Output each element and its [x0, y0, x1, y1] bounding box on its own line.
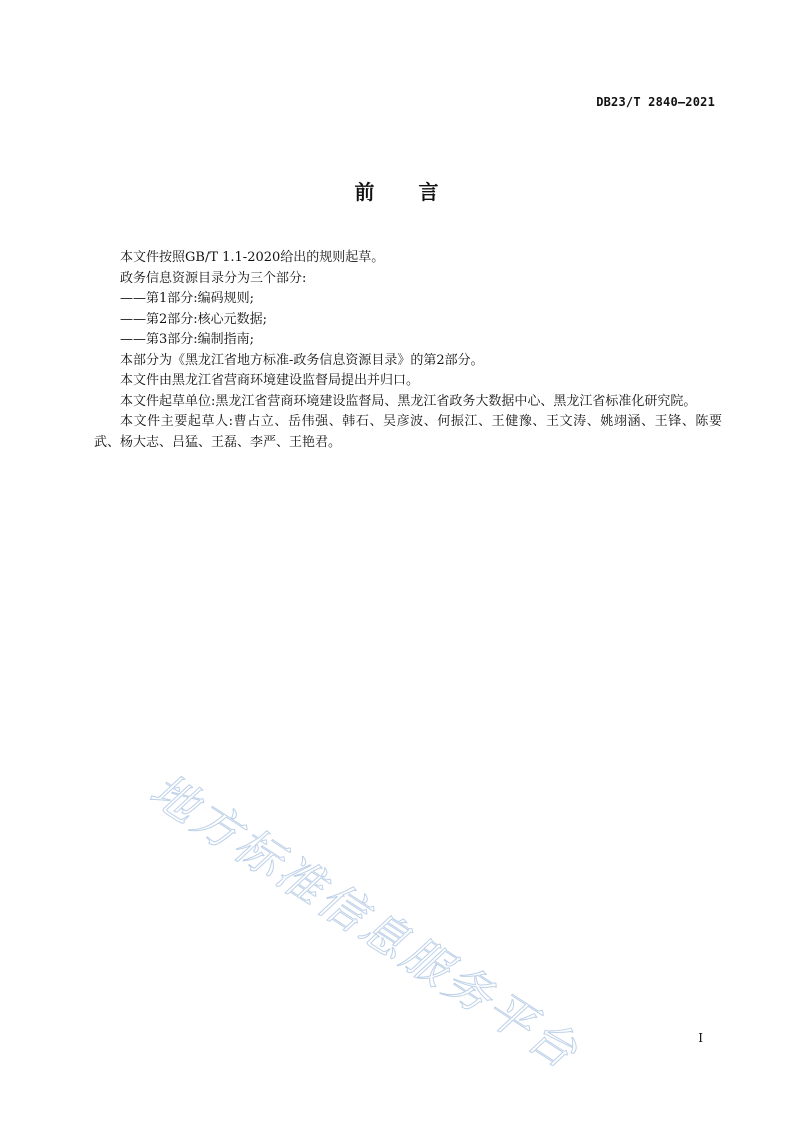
document-body	[94, 248, 722, 453]
paragraph-this-part: 本部分为《黑龙江省地方标准-政务信息资源目录》的第2部分。	[120, 352, 484, 368]
page-title: 前言	[354, 180, 483, 204]
paragraph-drafting-rules: 本文件按照GB/T 1.1-2020给出的规则起草。	[120, 250, 385, 265]
paragraph-proposer: 本文件由黑龙江省营商环境建设监督局提出并归口。	[120, 373, 420, 388]
watermark: 地方标准信息服务平台	[140, 762, 590, 1081]
paragraph-part-2: ——第2部分:核心元数据;	[120, 311, 268, 327]
paragraph-part-1: ——第1部分:编码规则;	[120, 291, 255, 306]
document-code: DB23/T 2840—2021	[596, 95, 715, 109]
paragraph-drafters: 本文件主要起草人:曹占立、岳伟强、韩石、吴彦波、何振江、王健豫、王文涛、姚翊涵、王锋、陈要武、杨大志、吕猛、王磊、李严、王艳君。	[94, 414, 722, 450]
page-number: I	[698, 1031, 703, 1045]
paragraph-part-3: ——第3部分:编制指南;	[120, 332, 255, 347]
paragraph-parts-intro: 政务信息资源目录分为三个部分:	[120, 270, 307, 286]
paragraph-drafting-units: 本文件起草单位:黑龙江省营商环境建设监督局、黑龙江省政务大数据中心、黑龙江省标准化研究院。	[120, 393, 697, 409]
